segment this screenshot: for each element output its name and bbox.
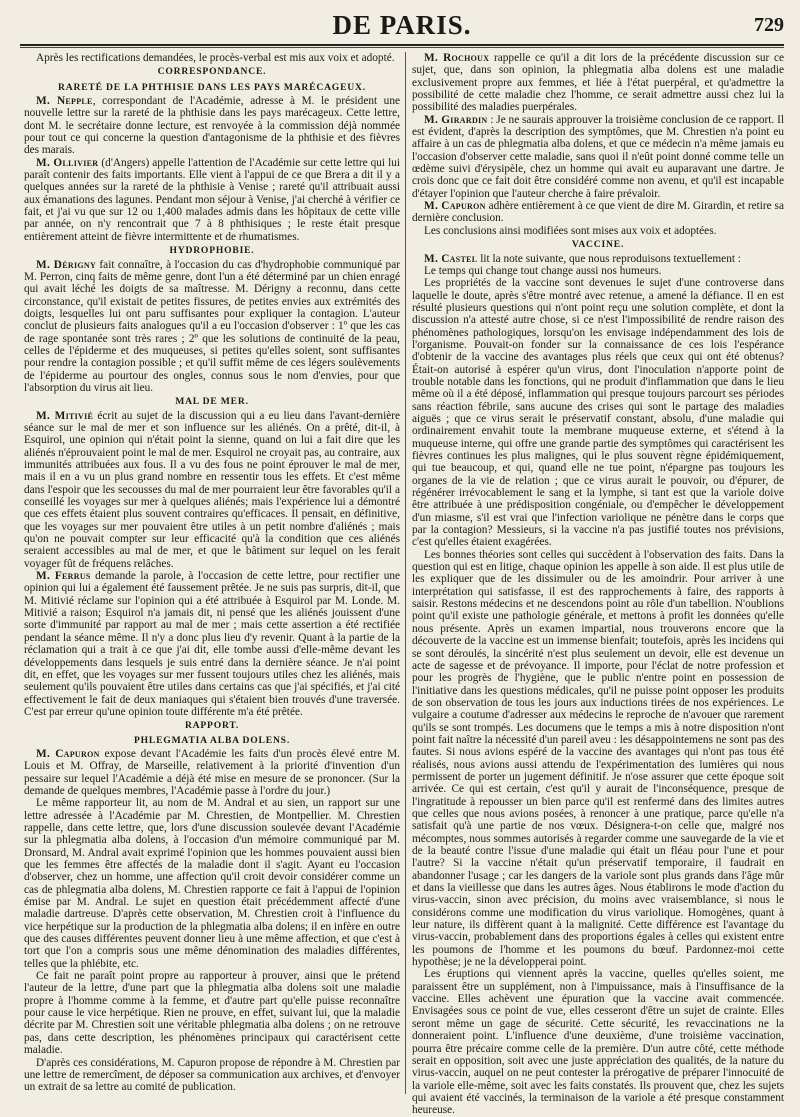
speaker-name: M. Capuron: [36, 747, 100, 760]
column-divider: [405, 52, 406, 1094]
masthead: [20, 4, 784, 46]
paragraph-text: écrit au sujet de la discussion qui a eu lieu dans l'avant-dernière séance sur le mal de mer et son influence sur les aliénés. On a prêté, dit-il, à Esquirol, une opinion qui n'était point la sienne, quand on lui a fait dire que les aliénés n'éprouvaient point le mal de mer. Esquirol ne croyait pas, au contraire, aux immunités attribuées aux fous. Il a vu des fous ne point éprouver le mal de mer, mais il en a vu un plus grand nombre en ressentir tous les effets. Et c'est même dans l'espoir que les secousses du mal de mer pourraient leur être favorables qu'il a conseillé les voyages sur mer à quelques aliénés; mais l'expérience lui a démontré que ces effets étaient plus souvent contraires qu'efficaces. Il pensait, en définitive, que les voyages sur mer pouvaient être utiles à un petit nombre d'aliénés ; mais qu'on ne pouvait compter sur leur efficacité qu'à la condition que ces aliénés seraient accessibles au mal de mer, et que le bâtiment sur lequel on les ferait voyager fût de fréquens relâches.: [24, 409, 400, 570]
paragraph: Ce fait ne paraît point propre au rapporteur à prouver, ainsi que le prétend l'auteur de la lettre, d'une part que la phlegmatia alba dolens soit une maladie propre à l'homme comme à la femme, et d'autre part qu'elle puisse reconnaître pour cause le vice herpétique. Rien ne prouve, en effet, suivant lui, que la maladie décrite par M. Chrestien soit une véritable phlegmatia alba dolens ; on ne retrouve pas, dans cette description, les phénomènes principaux qui caractérisent cette maladie.: [24, 970, 400, 1057]
speaker-name: M. Rochoux: [424, 52, 490, 64]
paragraph: Les bonnes théories sont celles qui succèdent à l'observation des faits. Dans la question qui est en litige, chaque opinion les appelle à son aide. Il est plus utile de les expliquer que de les dissimuler ou de les amoindrir. Pour arriver à une interprétation qui satisfasse, il est des rapprochements à faire, des rapports à saisir. Restons médecins et ne descendons point au rôle d'un tabellion. N'oublions point qu'il existe une pathologie générale, et mettons à profit les données qu'elle nous présente. Après un examen impartial, nous trouverons encore que la découverte de la vaccine est un immense bienfait; toutefois, après les incidens qui se sont déroulés, la sincérité n'est plus seulement un devoir, elle est devenue un acte de sagesse et de prévoyance. Il importe, pour l'éclat de notre profession et pour les progrès de l'hygiène, que le public n'entre point en possession de l'initiative dans les questions médicales, qu'il ne puisse point opposer les produits de son observation de tous les jours aux inductions tirées de nos expériences. Le vulgaire a coutume d'adresser aux médecins le reproche de n'avouer que rarement qu'ils se sont trompés. Les documens que le temps a mis à notre disposition n'ont point fait naître la nécessité d'un pareil aveu : les désappointemens ne sont pas des fautes. Si nous avions espéré de la vaccine des avantages qui n'ont pas tous été réalisés, nous avions aussi attendu de l'expérimentation des lumières qui nous permissent de porter un jugement définitif. Je n'ose assurer que cette époque soit arrivée. Ce qui est certain, c'est qu'il y aurait de l'inconséquence, presque de l'ingratitude à repousser un bien parce qu'il est renfermé dans des limites autres que celles que nous avions posées, à renoncer à une pratique, parce qu'elle n'a satisfait qu'à une partie de nos vœux. Désignera-t-on celle que, malgré nos mécomptes, nous sommes autorisés à regarder comme une sauvegarde de la vie et de la beauté contre l'issue d'une maladie qui était un fléau pour l'une et pour l'autre? Si la vaccine n'était qu'un préservatif temporaire, il faudrait en abandonner l'usage ; car les dangers de la variole sont plus grands dans l'âge mûr et dans la vieillesse que dans les autres âges. Nous établirons le mode d'action du virus-vaccin, sinon avec précision, du moins avec vraisemblance, si nous le considérons comme une modification du virus variolique. Homogènes, quant à leur nature, ils diffèrent quant à la malignité. Cette différence est l'avantage du virus-vaccin, probablement dans des proportions égales à celles qui existent entre les poumons de l'homme et les poumons du bœuf. Pardonnez-moi cette hypothèse; je ne la développerai point.: [412, 548, 784, 969]
paragraph: Le temps qui change tout change aussi nos humeurs.: [424, 264, 662, 277]
paragraph: [412, 200, 784, 225]
paragraph: [24, 410, 400, 570]
section-heading-vaccine: VACCINE.: [571, 239, 625, 251]
paragraph: [24, 570, 400, 718]
subsection-heading-rarete: RARETÉ DE LA PHTHISIE DANS LES PAYS MARÉCAGEUX.: [58, 81, 366, 93]
subsection-heading-phlegmatia: PHLEGMATIA ALBA DOLENS.: [133, 734, 291, 746]
paragraph: [24, 95, 400, 157]
speaker-name: M. Capuron: [424, 200, 486, 213]
paragraph-text: fait connaître, à l'occasion du cas d'hydrophobie communiqué par M. Perron, cinq faits de même genre, dont l'un a été déterminé par un chien enragé qui avait léché les doigts de sa maîtresse. M. Dérigny a reconnu, dans cette circonstance, qu'il existait de petites fissures, de petites envies aux extrémités des doigts, lesquelles lui ont paru suffisantes pour expliquer la contagion. L'auteur conclut de plusieurs faits analogues qu'il a eu l'occasion d'observer : 1º que les cas de rage spontanée sont très rares ; 2º que les solutions de continuité de la peau, celles de l'épiderme et des muqueuses, si petites qu'elles soient, sont suffisantes pour rendre la contagion possible ; et qu'il suffit même de ces légers soulèvements de l'épiderme au pourtour des ongles, connus sous le nom d'envies, pour que l'absorption du virus ait lieu.: [24, 258, 400, 394]
paragraph: [412, 253, 784, 265]
section-heading-rapport: RAPPORT.: [184, 720, 240, 732]
paragraph: [24, 259, 400, 395]
paragraph-text: adhère entièrement à ce que vient de dire M. Girardin, et retire sa dernière conclusion.: [412, 200, 784, 225]
paragraph-text: demande la parole, à l'occasion de cette lettre, pour rectifier une opinion qui lui a également été faussement prêtée. Je ne suis pas surpris, dit-il, que M. Mitivié réclame sur l'opinion qui a été attribuée à Esquirol par M. Londe. M. Mitivié a raison; Esquirol n'a jamais dit, ni pensé que les aliénés jouissent d'une sorte d'immunité par rapport au mal de mer ; mais cette assertion a été rectifiée pendant la séance même. Il n'y a donc plus lieu d'y revenir. Quant à la partie de la réclamation qui a trait à ce que j'ai dit, elle tombe aussi d'elle-même devant les développements dans lesquels je suis entré dans la dernière séance. Je n'ai point dit, en effet, que les voyages sur mer fussent toujours utiles chez les aliénés, mais seulement qu'ils pouvaient être utiles dans certains cas que j'ai spécifiés, et j'ai cité effectivement le fait de deux maniaques qui s'étaient bien trouvés d'une traversée. C'est par erreur qu'une opinion toute différente m'a été prêtée.: [24, 570, 401, 718]
speaker-name: M. Dérigny: [36, 258, 97, 271]
paragraph-text: expose devant l'Académie les faits d'un procès élevé entre M. Louis et M. Offray, de Marseille, relativement à la priorité d'invention d'un pessaire sur lequel l'Académie a déjà été mise en mesure de se prononcer. (Sur la demande de quelques membres, l'Académie passe à l'ordre du jour.): [24, 747, 400, 797]
paragraph: Les conclusions ainsi modifiées sont mises aux voix et adoptées.: [424, 224, 717, 237]
section-heading-hydrophobie: HYDROPHOBIE.: [169, 245, 255, 257]
paragraph: [24, 748, 400, 797]
speaker-name: M. Girardin: [424, 113, 488, 126]
page-number: 729: [754, 14, 784, 36]
paragraph-text: , correspondant de l'Académie, adresse à M. le président une nouvelle lettre sur la rareté de la phthisie dans les pays marécageux. Cette lettre, dont M. le secrétaire donne lecture, est renvoyée à la commission déjà nommée pour tout ce qui concerne la question d'antagonisme de la phthisie et des fièvres des marais.: [24, 95, 400, 157]
masthead-rule: [20, 47, 784, 48]
paragraph: [24, 157, 400, 243]
paragraph-text: lit la note suivante, que nous reproduisons textuellement :: [477, 252, 741, 265]
paragraph: Les éruptions qui viennent après la vaccine, quelles qu'elles soient, me paraissent être un supplément, non à l'impuissance, mais à l'insuffisance de la vaccine. Elles achèvent une épuration que la vaccine avait commencée. Envisagées sous ce point de vue, elles cesseront d'être un sujet de crainte. Elles seront même un gage de sécurité. Cette sécurité, les revaccinations ne la donneraient point. L'influence d'une deuxième, d'une troisième vaccination, pourra être précaire comme celle de la première. D'un autre côté, cette méthode serait en opposition, soit avec une juste appréciation des qualités, de la nature du virus-vaccin, auquel on ne peut contester la prérogative de préparer l'innocuité de la variole elle-même, soit avec les faits constatés. Ils prouvent que, chez les sujets qui avaient été vaccinés, la terminaison de la variole a été presque constamment heureuse.: [412, 968, 784, 1117]
left-column: [24, 52, 400, 1094]
speaker-name: M. Castel: [424, 252, 478, 265]
paragraph: D'après ces considérations, M. Capuron propose de répondre à M. Chrestien par une lettre de remercîment, de déposer sa communication aux archives, et d'envoyer un extrait de sa lettre au comité de publication.: [24, 1056, 400, 1094]
speaker-name: M. Nepple: [36, 95, 93, 108]
paragraph-text: rappelle ce qu'il a dit lors de la précédente discussion sur ce sujet, que, dans son opinion, la phlegmatia alba dolens est une maladie exclusivement propre aux femmes, et liée à l'état puerpéral, et qu'admettre la possibilité de cette maladie chez l'homme, ce serait admettre aussi chez lui la possibilité des maladies puerpérales.: [412, 52, 784, 114]
paragraph-text: : Je ne saurais approuver la troisième conclusion de ce rapport. Il est évident, d'après la description des symptômes, que M. Chrestien n'a point eu affaire à un cas de phlegmatia alba dolens, et que ce médecin n'a même jamais eu l'occasion d'observer cette maladie, sans quoi il n'eût point donné comme telle un œdème suivi d'érysipèle, chez un homme qui avait eu auparavant une dartre. Je crois donc que ce fait doit être considéré comme non avenu, et qu'il est incapable d'étayer l'opinion que l'auteur cherche à faire prévaloir.: [412, 113, 784, 200]
paragraph: [412, 114, 784, 200]
paragraph: Les propriétés de la vaccine sont devenues le sujet d'une controverse dans laquelle le doute, après s'être montré avec retenue, a amené la défiance. Il en est résulté plusieurs questions qui n'ont point reçu une solution complète, et dont la discussion n'a attesté autre chose, si ce n'est l'impossibilité de rendre raison des phénomènes pathologiques, lorsqu'on les envisage indépendamment des lois de l'organisme. Pouvait-on fonder sur la connaissance de ces lois l'espérance d'obtenir de la vaccine des avantages plus réels que ceux qui ont été obtenus? Était-on autorisé à espérer qu'un virus, dont l'inoculation n'apporte point de trouble notable dans les fonctions, qui ne produit d'inflammation que dans le lieu même où il a été déposé, inflammation qui presque toujours parcourt ses périodes sans réaction fébrile, sans aucune des crises qui sont le partage des maladies aiguës ; que ce virus serait le préservatif constant, absolu, d'une maladie qui ordinairement envahit toute la membrane muqueuse externe, et s'étend à la muqueuse interne, qui offre une grande partie des symptômes qui caractérisent les fièvres continues les plus malignes, qui le plus souvent règne épidémiquement, qui tue beaucoup, et qui, quand elle ne tue point, n'épargne pas toujours les organes de la vie de relation ; que ce virus aurait le pouvoir, ou d'épurer, de régénérer irrévocablement le sang et la lymphe, si tant est que la variole doive être attribuée à une prédisposition congéniale, ou d'empêcher le développement d'un miasme, s'il est vrai que l'infection variolique ne pénètre dans le corps que par la contagion? Messieurs, si la vaccine n'a pas justifié toutes nos prévisions, c'est qu'elles étaient exagérées.: [412, 277, 784, 549]
paragraph-text: (d'Angers) appelle l'attention de l'Académie sur cette lettre qui lui paraît contenir des faits importants. Elle vient à l'appui de ce que Brera a dit il y a quelques années sur la rareté de la phthisie à Venise ; rareté qu'il attribuait aussi aux émanations des lagunes. Pendant mon séjour à Venise, j'ai cherché à vérifier ce fait, et j'ai vu que sur 12 ou 1,400 malades admis dans les hôpitaux de cette ville par année, on n'y rencontrait que 7 à 8 phthisiques ; le reste était presque entièrement atteint de fièvre intermittente et de rhumatismes.: [24, 156, 401, 243]
paragraph: Après les rectifications demandées, le procès-verbal est mis aux voix et adopté.: [36, 52, 395, 64]
section-heading-mal-de-mer: MAL DE MER.: [175, 396, 249, 408]
section-heading-correspondance: CORRESPONDANCE.: [157, 66, 267, 78]
speaker-name: M. Ollivier: [36, 156, 99, 169]
speaker-name: M. Ferrus: [36, 570, 91, 583]
paragraph: [412, 52, 784, 114]
speaker-name: M. Mitivié: [36, 409, 94, 422]
masthead-title: DE PARIS.: [332, 10, 472, 40]
right-column: [412, 52, 784, 1117]
paragraph: Le même rapporteur lit, au nom de M. Andral et au sien, un rapport sur une lettre adressée à l'Académie par M. Chrestien, de Montpellier. M. Chrestien rappelle, dans cette lettre, que, lors d'une discussion soulevée devant l'Académie sur la phlegmatia alba dolens, à l'occasion d'un mémoire communiqué par M. Dronsard, M. Andral avait exprimé l'opinion que les hommes pouvaient aussi bien que les femmes être affectés de la maladie dont il s'agit. Ayant eu l'occasion d'observer, chez un homme, une affection qu'il croit devoir considérer comme un cas de phlegmatia alba dolens, M. Chrestien rapporte ce fait à l'appui de l'opinion émise par M. Andral. Le sujet en question était précédemment affecté d'une maladie dartreuse. D'après cette observation, M. Chrestien croit à l'influence du vice herpétique sur la production de la phlegmatia alba dolens; il en infère en outre que des causes différentes peuvent donner lieu à une même affection, et que c'est à tort que l'on a compris sous une même dénomination des maladies différentes, telles que la phlébite, etc.: [24, 797, 400, 970]
